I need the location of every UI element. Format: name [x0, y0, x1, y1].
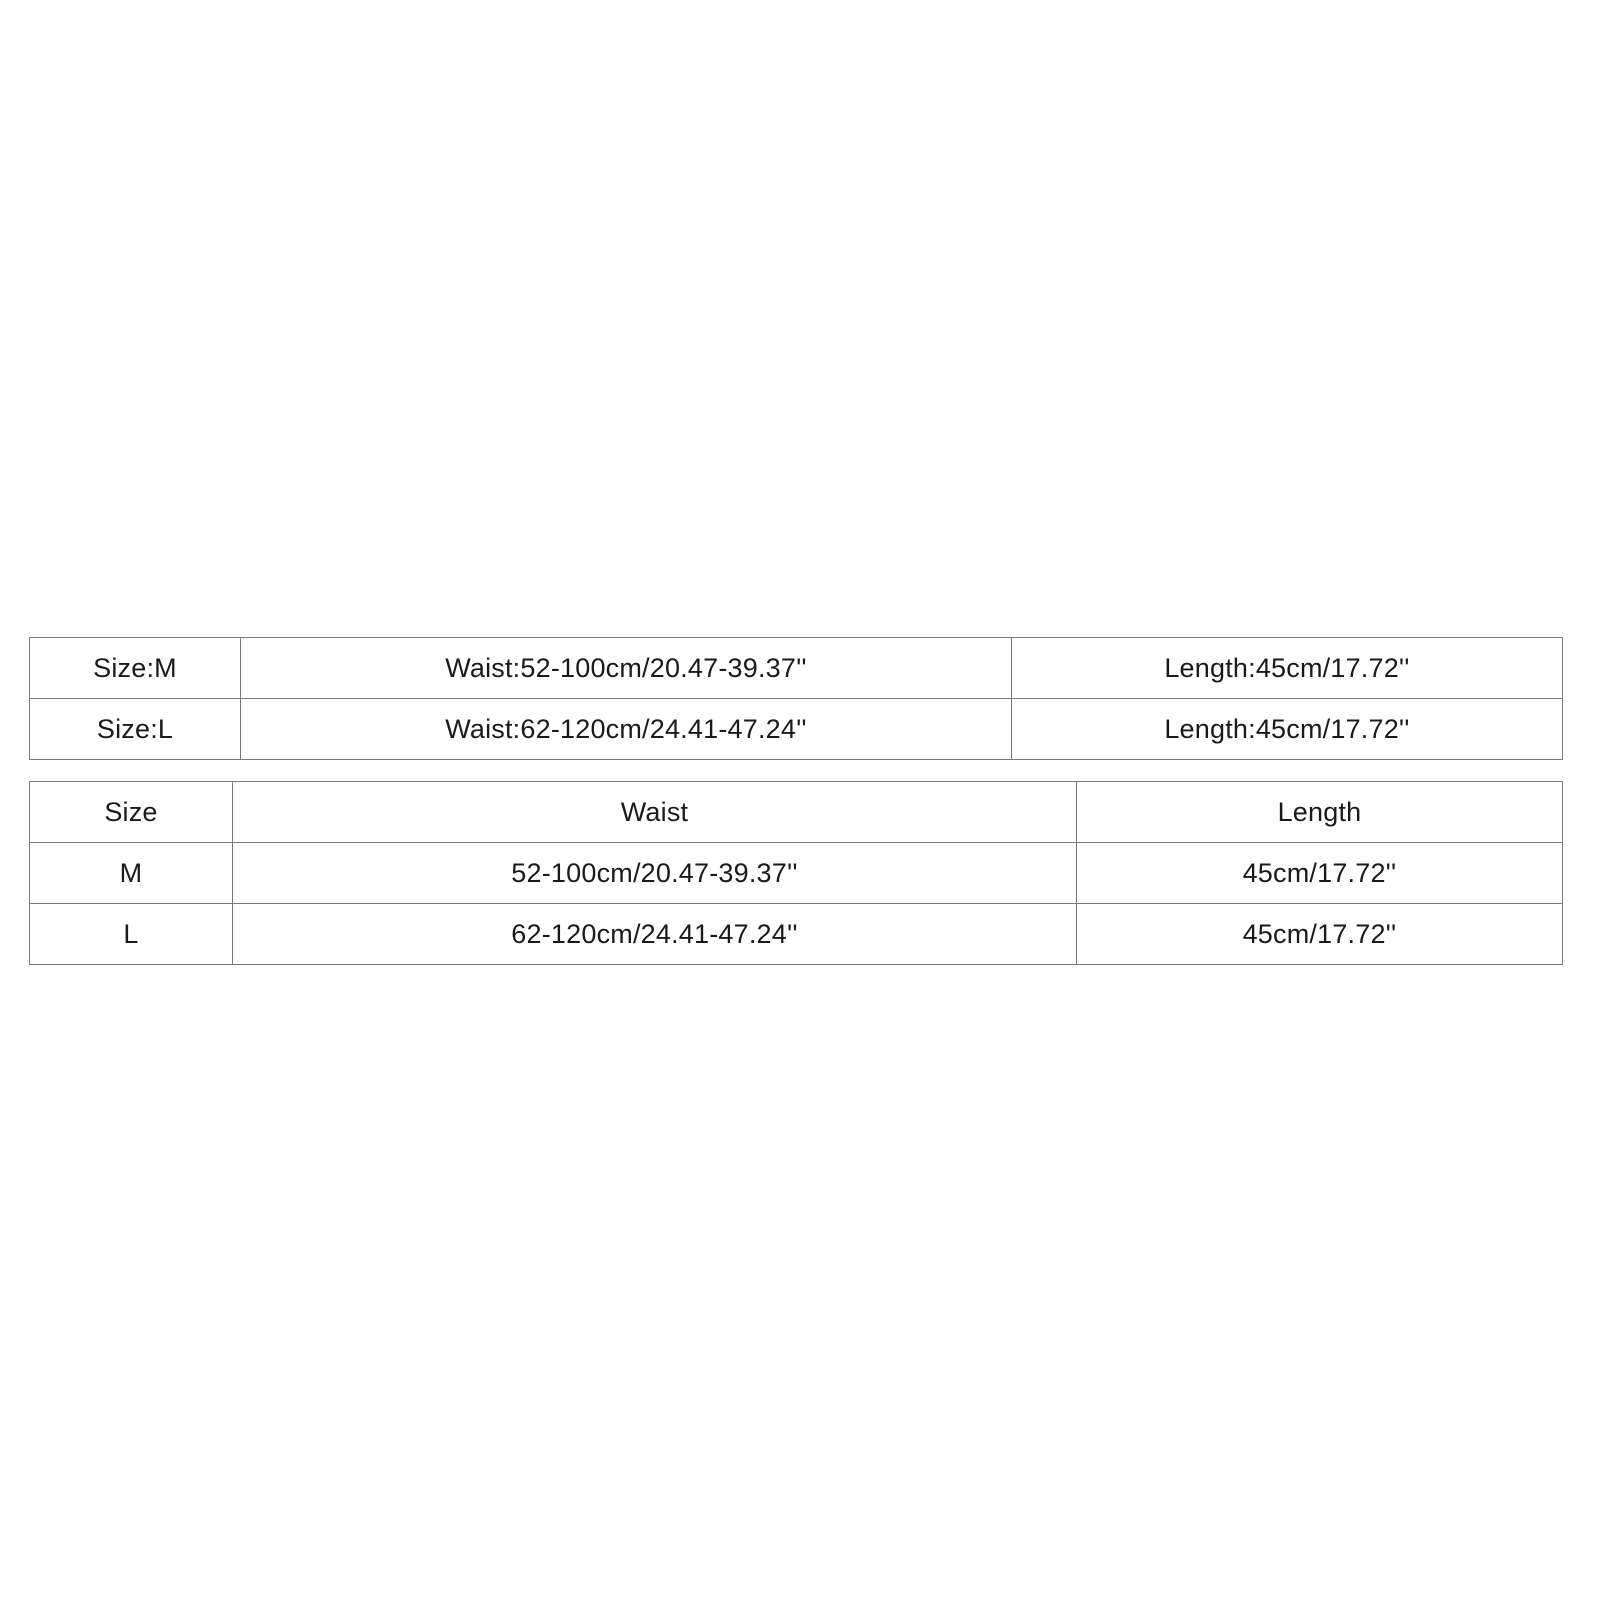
waist-cell: 62-120cm/24.41-47.24'' [233, 904, 1077, 965]
size-cell: M [30, 843, 233, 904]
length-cell: 45cm/17.72'' [1077, 904, 1563, 965]
length-cell: Length:45cm/17.72'' [1012, 638, 1563, 699]
length-cell: 45cm/17.72'' [1077, 843, 1563, 904]
waist-cell: Waist:62-120cm/24.41-47.24'' [241, 699, 1012, 760]
size-chart-table [29, 781, 1563, 965]
waist-header: Waist [233, 782, 1077, 843]
size-summary-table [29, 637, 1563, 760]
size-header: Size [30, 782, 233, 843]
waist-cell: 52-100cm/20.47-39.37'' [233, 843, 1077, 904]
table-header-row [30, 782, 1563, 843]
table-row [30, 904, 1563, 965]
table-row [30, 843, 1563, 904]
length-cell: Length:45cm/17.72'' [1012, 699, 1563, 760]
length-header: Length [1077, 782, 1563, 843]
size-cell: L [30, 904, 233, 965]
size-cell: Size:L [30, 699, 241, 760]
table-row [30, 638, 1563, 699]
size-cell: Size:M [30, 638, 241, 699]
waist-cell: Waist:52-100cm/20.47-39.37'' [241, 638, 1012, 699]
table-row [30, 699, 1563, 760]
